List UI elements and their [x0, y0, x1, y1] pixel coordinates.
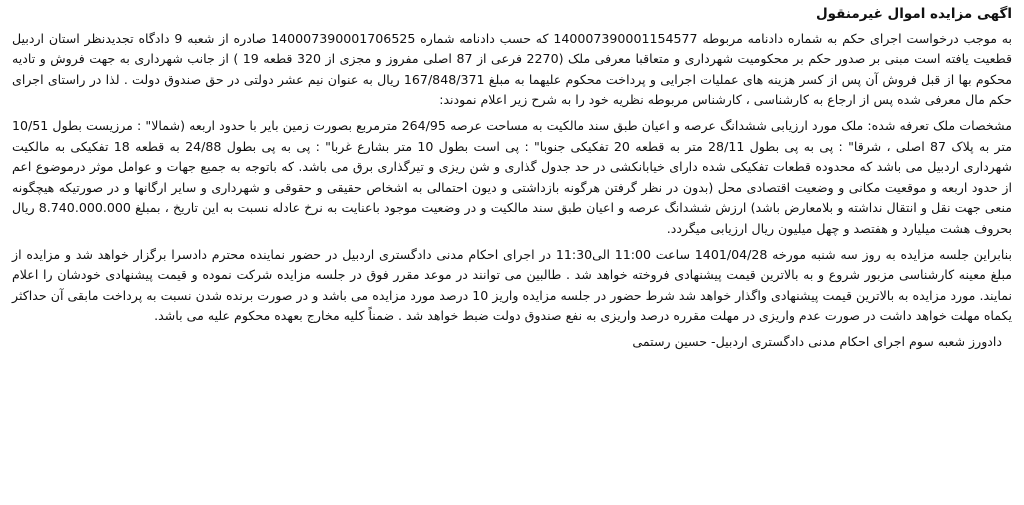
notice-signature: دادورز شعبه سوم اجرای احکام مدنی دادگستری اردبیل- حسین رستمی [632, 333, 1002, 349]
notice-paragraph-property-specs: مشخصات ملک تعرفه شده: ملک مورد ارزیابی ششدانگ عرصه و اعیان طبق سند مالکیت به مساحت عرصه 264/95 مترمربع بصورت زمین بایر با حدود اربعه (شمالا" : مرزیست بطول 10/51 متر به پلاک 87 اصلی ، شرقا" : پی به پی بطول 28/11 متر به قطعه 20 تفکیکی جنوبا" : پی است بطول 10 متر بشارع غربا" : پی به پی بطول 24/88 به قطعه 18 تفکیکی به مالکیت شهرداری اردبیل می باشد که محدوده قطعات تفکیکی شده دارای خیابانکشی در حد جدول گذاری و شن ریزی و تیرگذاری برق می باشد. که باتوجه به جمیع جهات و عوامل موثر درموضوع اعم از حدود اربعه و موقعیت مکانی و وضعیت اقتصادی محل (بدون در نظر گرفتن هرگونه بازداشتی و دیون احتمالی به اشخاص حقیقی و حقوقی و شهرداری و سایر ارگانها و در صورتیکه هیچگونه منعی جهت نقل و انتقال نداشته و بلامعارض باشد) ارزش ششدانگ عرصه و اعیان طبق سند مالکیت و در وضعیت موجود باعنایت به نرخ عادله نسبت به این تاریخ ، بمبلغ 8.740.000.000 ریال بحروف هشت میلیارد و هفتصد و چهل میلیون ریال ارزیابی میگردد. [12, 117, 1012, 236]
auction-notice-document [12, 4, 1012, 353]
notice-title: اگهی مزایده اموال غیرمنقول [815, 6, 1012, 22]
notice-paragraph-request: به موجب درخواست اجرای حکم به شماره دادنامه مربوطه 140007390001154577 که حسب دادنامه شماره 140007390001706525 صادره از شعبه 9 دادگاه تجدیدنظر استان اردبیل قطعیت یافته است مبنی بر صدور حکم بر محکومیت شهرداری و متعاقبا معرفی ملک (2270 فرعی از 87 اصلی مفروز و مجزی از 320 قطعه 19 ) از جانب شهرداری به جهت فروش و تادیه محکوم بها از قبل فروش آن پس از کسر هزینه های عملیات اجرایی و پرداخت محکوم علیهما به مبلغ 167/848/371 ریال به عنوان نیم عشر دولتی در حق صندوق دولت . لذا در راستای اجرای حکم مال معرفی شده پس از ارجاع به کارشناسی ، کارشناس مربوطه نظریه خود را به شرح زیر اعلام نمودند: [12, 30, 1013, 108]
notice-paragraph-auction-session: بنابراین جلسه مزایده به روز سه شنبه مورخه 1401/04/28 ساعت 11:00 الی11:30 در اجرای احکام مدنی دادگستری اردبیل در حضور نماینده محترم دادسرا برگزار خواهد شد و مزایده از مبلغ معینه کارشناسی مزبور شروع و به بالاترین قیمت پیشنهادی فروخته خواهد شد . طالبین می توانند در موعد مقرر فوق در جلسه مزایده شرکت نموده و قیمت پیشنهادی خودشان را اعلام نمایند. مورد مزایده به بالاترین قیمت پیشنهادی واگذار خواهد شد شرط حضور در جلسه مزایده واریز 10 درصد مورد مزایده می باشد و در صورت برنده شدن نسبت به پرداخت مابقی آن حداکثر یکماه مهلت خواهد داشت در صورت عدم واریزی در مهلت مقرره درصد واریزی به نفع صندوق دولت ضبط خواهد شد . ضمناً کلیه مخارج بعهده محکوم علیه می باشد. [12, 246, 1012, 324]
